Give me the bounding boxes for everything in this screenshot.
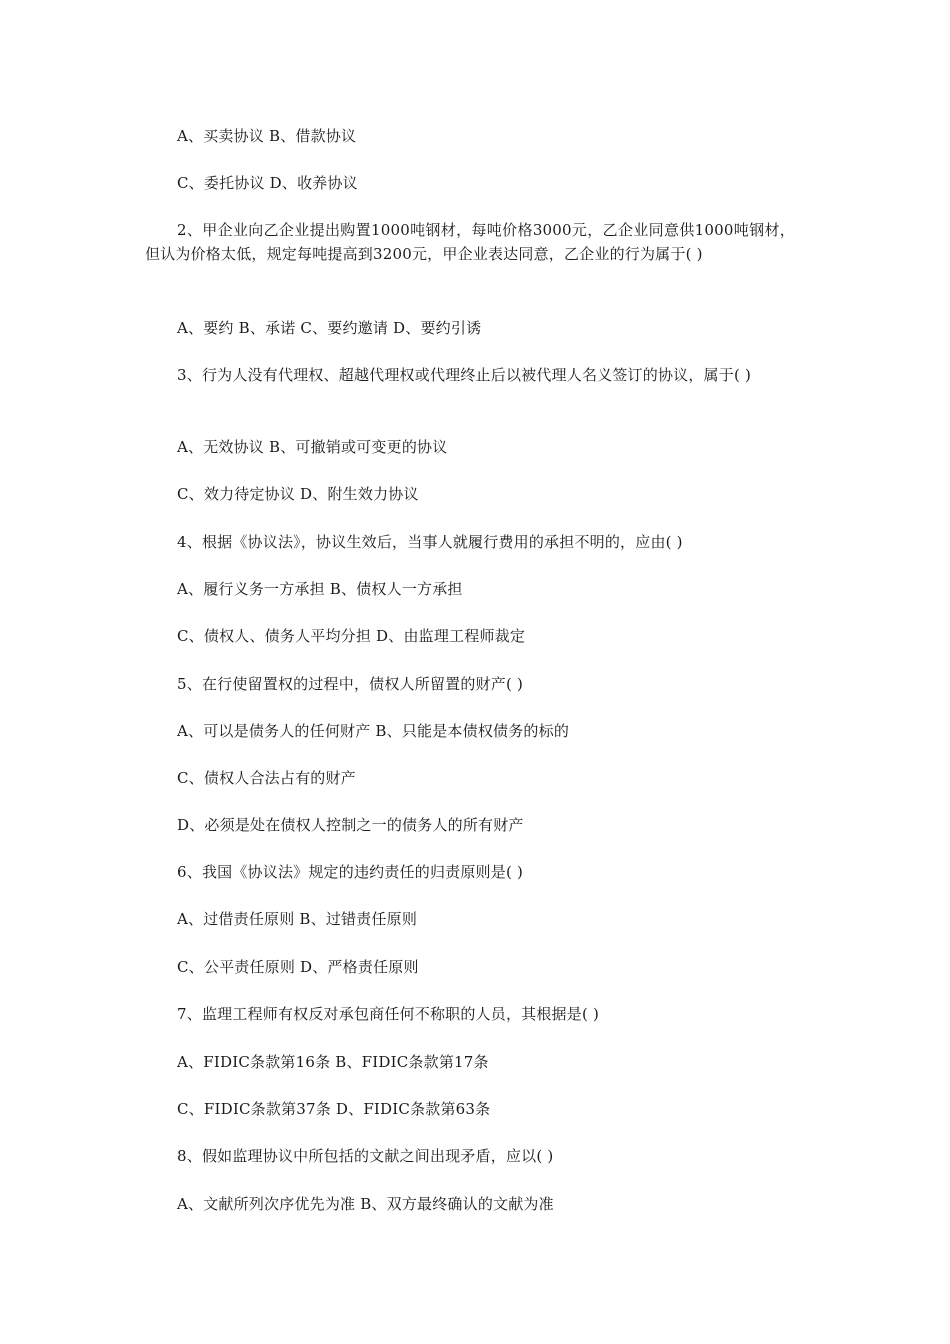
option-line: A、文献所列次序优先为准 B、双方最终确认的文献为准 [177,1195,554,1213]
option-line: C、债权人合法占有的财产 [177,769,356,787]
option-line: C、效力待定协议 D、附生效力协议 [177,485,419,503]
question-3: 3、行为人没有代理权、超越代理权或代理终止后以被代理人名义签订的协议，属于( ) [177,366,752,384]
question-8: 8、假如监理协议中所包括的文献之间出现矛盾，应以( ) [177,1147,554,1165]
option-line: D、必须是处在债权人控制之一的债务人的所有财产 [177,816,524,834]
question-2: 2、甲企业向乙企业提出购置1000吨钢材，每吨价格3000元，乙企业同意供1000吨钢材，但认为价格太低，规定每吨提高到3200元，甲企业表达同意，乙企业的行为属于( ) [145,221,795,263]
option-line: C、委托协议 D、收养协议 [177,174,358,192]
option-line: A、买卖协议 B、借款协议 [177,127,357,145]
option-line: A、要约 B、承诺 C、要约邀请 D、要约引诱 [177,319,482,337]
option-line: A、过借责任原则 B、过错责任原则 [177,910,418,928]
question-6: 6、我国《协议法》规定的违约责任的归责原则是( ) [177,863,524,881]
option-line: A、无效协议 B、可撤销或可变更的协议 [177,438,448,456]
option-line: A、FIDIC条款第16条 B、FIDIC条款第17条 [177,1053,489,1071]
option-line: C、公平责任原则 D、严格责任原则 [177,958,419,976]
option-line: C、FIDIC条款第37条 D、FIDIC条款第63条 [177,1100,491,1118]
option-line: A、可以是债务人的任何财产 B、只能是本债权债务的标的 [177,722,570,740]
question-4: 4、根据《协议法》，协议生效后，当事人就履行费用的承担不明的，应由( ) [177,533,683,551]
option-line: C、债权人、债务人平均分担 D、由监理工程师裁定 [177,627,526,645]
question-5: 5、在行使留置权的过程中，债权人所留置的财产( ) [177,675,524,693]
question-7: 7、监理工程师有权反对承包商任何不称职的人员，其根据是( ) [177,1005,600,1023]
option-line: A、履行义务一方承担 B、债权人一方承担 [177,580,463,598]
